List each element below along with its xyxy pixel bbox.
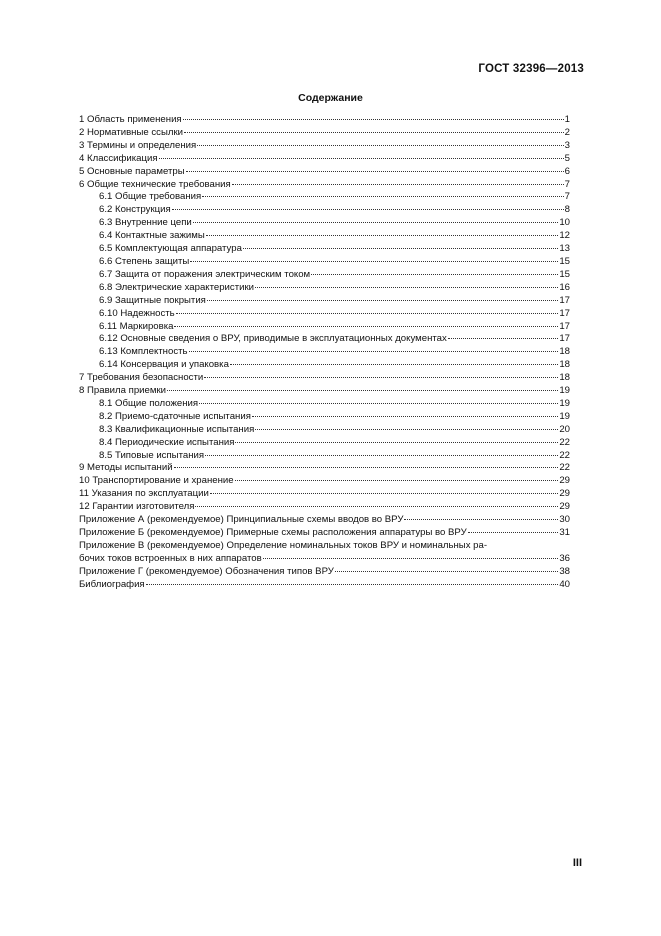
toc-entry[interactable]: [79, 166, 570, 179]
toc-entry-label: 8.2 Приемо-сдаточные испытания: [99, 410, 251, 422]
toc-entry[interactable]: [79, 437, 570, 450]
toc-entry-page: 6: [564, 165, 570, 177]
toc-entry-page: 1: [564, 114, 570, 125]
dot-leader: [193, 222, 559, 223]
dot-leader: [243, 248, 558, 249]
toc-entry[interactable]: [79, 385, 570, 398]
dot-leader: [255, 287, 558, 288]
dot-leader: [206, 235, 559, 236]
toc-entry-label: 2 Нормативные ссылки: [79, 126, 184, 138]
toc-entry-page: 19: [559, 397, 570, 409]
dot-leader: [174, 467, 559, 468]
toc-entry[interactable]: [79, 204, 570, 217]
toc-entry[interactable]: [79, 256, 570, 269]
toc-entry-page: 20: [559, 423, 570, 435]
dot-leader: [311, 274, 558, 275]
toc-entry[interactable]: [79, 579, 570, 592]
toc-entry[interactable]: [79, 217, 570, 230]
toc-entry-label: Приложение А (рекомендуемое) Принципиальные схемы вводов во ВРУ: [79, 514, 404, 526]
toc-entry-page: 30: [559, 514, 570, 526]
toc-entry-page: 18: [559, 359, 570, 371]
dot-leader: [468, 532, 559, 533]
toc-entry[interactable]: [79, 553, 570, 566]
toc-entry-label: 6.5 Комплектующая аппаратура: [99, 243, 242, 255]
dot-leader: [184, 132, 564, 133]
toc-entry-label: 6.4 Контактные зажимы: [99, 230, 205, 242]
toc-entry-page: 8: [564, 204, 570, 216]
toc-entry[interactable]: [79, 566, 570, 579]
toc-entry-label: 12 Гарантии изготовителя: [79, 501, 195, 513]
toc-entry-page: 3: [564, 139, 570, 151]
toc-entry-page: 19: [559, 385, 570, 397]
toc-entry-page: 15: [559, 268, 570, 280]
toc-entry[interactable]: [79, 230, 570, 243]
dot-leader: [159, 158, 564, 159]
toc-entry-page: 36: [559, 552, 570, 564]
toc-entry[interactable]: [79, 398, 570, 411]
toc-entry[interactable]: [79, 346, 570, 359]
toc-entry-label: 9 Методы испытаний: [79, 462, 173, 474]
toc-entry-page: 22: [559, 436, 570, 448]
toc-entry[interactable]: [79, 153, 570, 166]
toc-entry[interactable]: [79, 127, 570, 140]
toc-entry[interactable]: [79, 514, 570, 527]
dot-leader: [190, 261, 558, 262]
dot-leader: [174, 326, 558, 327]
toc-entry-page: 2: [564, 126, 570, 138]
dot-leader: [195, 506, 558, 507]
toc-entry[interactable]: [79, 359, 570, 372]
dot-leader: [167, 390, 558, 391]
toc-entry-page: 12: [559, 230, 570, 242]
dot-leader: [176, 313, 559, 314]
dot-leader: [235, 442, 558, 443]
dot-leader: [189, 351, 559, 352]
toc-entry[interactable]: [79, 462, 570, 475]
toc-entry-label: 8 Правила приемки: [79, 385, 166, 397]
toc-entry-page: 22: [559, 462, 570, 474]
toc-entry-label: 6 Общие технические требования: [79, 178, 231, 190]
toc-entry-label: 6.10 Надежность: [99, 307, 175, 319]
toc-entry-page: 17: [559, 307, 570, 319]
toc-entry[interactable]: [79, 411, 570, 424]
toc-entry-page: 5: [564, 152, 570, 164]
toc-entry-label: 7 Требования безопасности: [79, 372, 204, 384]
toc-entry-label: 5 Основные параметры: [79, 165, 185, 177]
toc-entry-label: 6.8 Электрические характеристики: [99, 281, 255, 293]
toc-entry-label: 8.3 Квалификационные испытания: [99, 423, 255, 435]
dot-leader: [230, 364, 558, 365]
toc-entry-page: 29: [559, 501, 570, 513]
dot-leader: [235, 480, 559, 481]
toc-entry-label: 1 Область применения: [79, 114, 182, 125]
toc-entry[interactable]: [79, 475, 570, 488]
toc-entry-page: 13: [559, 243, 570, 255]
toc-entry-page: 29: [559, 475, 570, 487]
toc-entry-label: 6.9 Защитные покрытия: [99, 294, 206, 306]
dot-leader: [232, 184, 564, 185]
toc-entry-page: 18: [559, 372, 570, 384]
toc-entry-label: 6.2 Конструкция: [99, 204, 171, 216]
dot-leader: [183, 119, 564, 120]
toc-entry-page: 15: [559, 255, 570, 267]
dot-leader: [205, 455, 558, 456]
toc-entry-label: Приложение Г (рекомендуемое) Обозначения типов ВРУ: [79, 565, 334, 577]
toc-entry-page: 17: [559, 294, 570, 306]
toc-entry-label: 3 Термины и определения: [79, 139, 197, 151]
dot-leader: [172, 209, 564, 210]
toc-entry[interactable]: [79, 321, 570, 334]
dot-leader: [207, 300, 558, 301]
toc-entry-label: 6.7 Защита от поражения электрическим током: [99, 268, 311, 280]
toc-entry[interactable]: [79, 295, 570, 308]
dot-leader: [199, 403, 558, 404]
toc-entry-page: 16: [559, 281, 570, 293]
toc-entry[interactable]: [79, 333, 570, 346]
toc-entry-label: 8.1 Общие положения: [99, 397, 199, 409]
toc-entry-label: 4 Классификация: [79, 152, 158, 164]
toc-entry-page: 31: [559, 527, 570, 538]
toc-entry-page: 22: [559, 449, 570, 461]
table-of-contents: [79, 114, 570, 592]
dot-leader: [146, 584, 559, 585]
toc-entry[interactable]: [79, 191, 570, 204]
toc-entry-page: 18: [559, 346, 570, 358]
toc-entry[interactable]: [79, 501, 570, 514]
toc-entry[interactable]: [79, 243, 570, 256]
toc-entry[interactable]: [79, 269, 570, 282]
dot-leader: [204, 377, 558, 378]
toc-entry-page: 40: [559, 578, 570, 590]
dot-leader: [186, 171, 564, 172]
toc-title: Содержание: [298, 92, 363, 104]
toc-entry-page: 29: [559, 488, 570, 500]
toc-entry[interactable]: [79, 372, 570, 385]
toc-entry[interactable]: [79, 488, 570, 501]
toc-entry-label: 11 Указания по эксплуатации: [79, 488, 209, 500]
dot-leader: [210, 493, 559, 494]
toc-entry-label: Приложение Б (рекомендуемое) Примерные схемы расположения аппаратуры во ВРУ: [79, 527, 467, 538]
toc-entry-label: 6.3 Внутренние цепи: [99, 217, 192, 229]
dot-leader: [263, 558, 559, 559]
page-number: III: [572, 857, 582, 869]
dot-leader: [404, 519, 558, 520]
toc-entry[interactable]: [79, 308, 570, 321]
toc-entry-label: 6.12 Основные сведения о ВРУ, приводимые в эксплуатационных документах: [99, 333, 447, 345]
toc-entry-label: 6.13 Комплектность: [99, 346, 188, 358]
toc-entry-label: 6.1 Общие требования: [99, 191, 202, 203]
dot-leader: [255, 429, 558, 430]
toc-entry[interactable]: [79, 527, 570, 540]
toc-entry-label: 6.14 Консервация и упаковка: [99, 359, 229, 371]
toc-entry-page: 17: [559, 333, 570, 345]
toc-entry-page: 38: [559, 565, 570, 577]
toc-entry[interactable]: [79, 424, 570, 437]
dot-leader: [252, 416, 558, 417]
toc-entry-label: 10 Транспортирование и хранение: [79, 475, 234, 487]
toc-entry-label: бочих токов встроенных в них аппаратов: [79, 552, 262, 564]
toc-entry[interactable]: [79, 114, 570, 127]
toc-entry-label: 8.4 Периодические испытания: [99, 436, 235, 448]
toc-entry-page: 17: [559, 320, 570, 332]
toc-entry-page: 7: [564, 178, 570, 190]
dot-leader: [197, 145, 563, 146]
toc-entry-label: 8.5 Типовые испытания: [99, 449, 205, 461]
toc-entry[interactable]: [79, 140, 570, 153]
toc-entry[interactable]: [79, 282, 570, 295]
dot-leader: [335, 571, 558, 572]
toc-entry-page: 7: [564, 191, 570, 203]
dot-leader: [448, 338, 559, 339]
toc-entry-page: 19: [559, 410, 570, 422]
toc-entry-page: 10: [559, 217, 570, 229]
toc-entry[interactable]: [79, 450, 570, 463]
toc-entry-label: 6.6 Степень защиты: [99, 255, 190, 267]
toc-entry-label: 6.11 Маркировка: [99, 320, 174, 332]
dot-leader: [202, 196, 563, 197]
toc-entry-label-line1[interactable]: Приложение В (рекомендуемое) Определение номинальных токов ВРУ и номинальных ра-: [79, 539, 488, 551]
document-number: ГОСТ 32396—2013: [478, 63, 584, 75]
toc-entry[interactable]: [79, 179, 570, 192]
toc-entry-label: Библиография: [79, 578, 145, 590]
